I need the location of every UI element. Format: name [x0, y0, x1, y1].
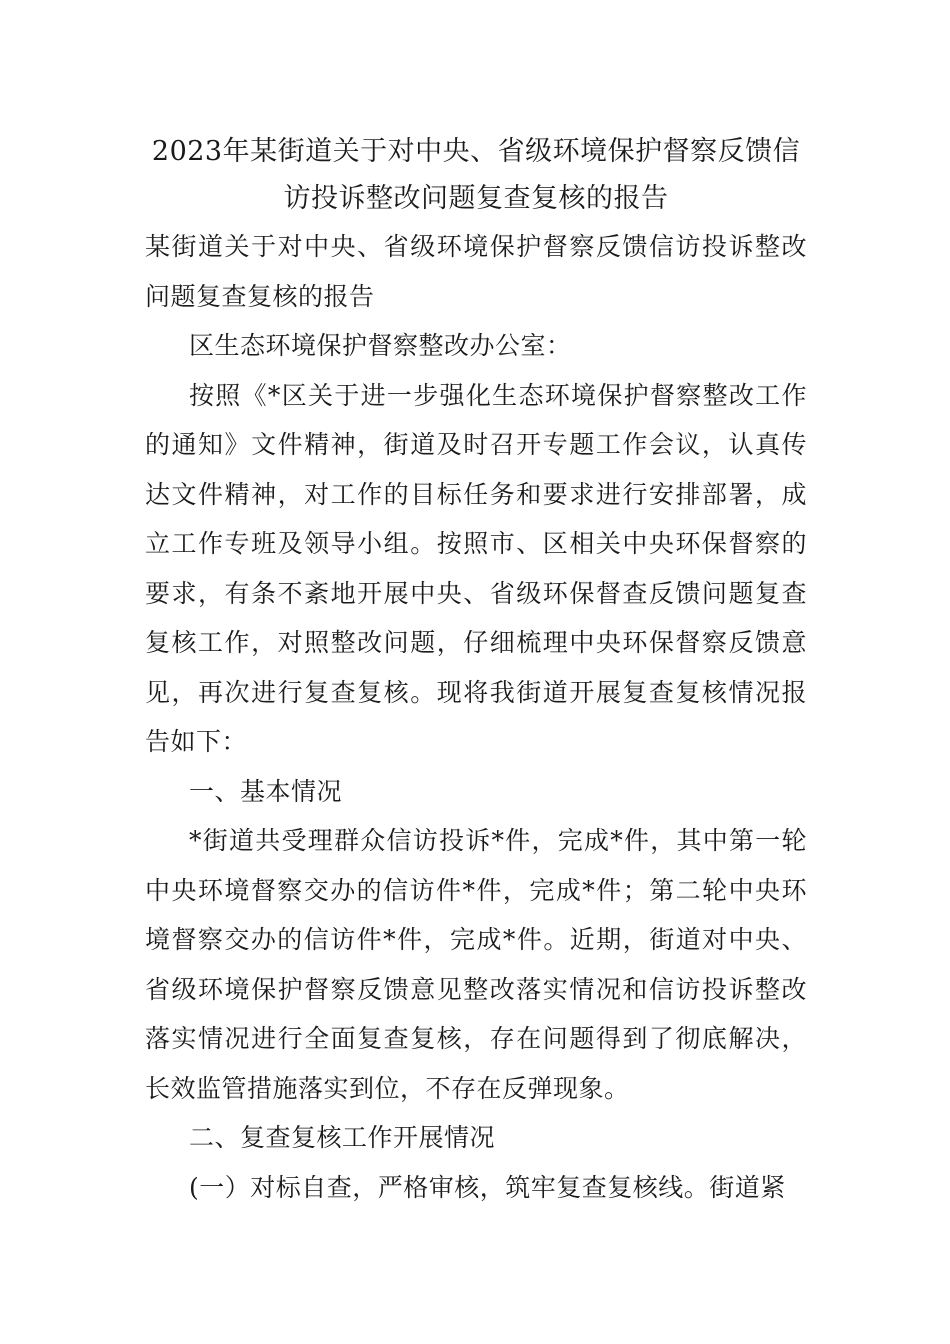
section2-item1: (一）对标自查，严格审核，筑牢复查复核线。街道紧 [189, 1172, 786, 1202]
section1-body: *街道共受理群众信访投诉*件，完成*件，其中第一轮中央环境督察交办的信访件*件，完成*件；第二轮中央环境督察交办的信访件*件，完成*件。近期，街道对中央、省级环境保护督察反馈意见整改落实情况和信访投诉整改落实情况进行全面复查复核，存在问题得到了彻底解决，长效监管措施落实到位，不存在反弹现象。 [145, 826, 807, 1103]
document-title: 2023年某街道关于对中央、省级环境保护督察反馈信访投诉整改问题复查复核的报告 [151, 136, 801, 214]
document-page [145, 128, 807, 1212]
document-subtitle: 某街道关于对中央、省级环境保护督察反馈信访投诉整改问题复查复核的报告 [145, 232, 807, 311]
intro-paragraph: 按照《*区关于进一步强化生态环境保护督察整改工作的通知》文件精神，街道及时召开专题工作会议，认真传达文件精神，对工作的目标任务和要求进行安排部署，成立工作专班及领导小组。按照市、区相关中央环保督察的要求，有条不紊地开展中央、省级环保督查反馈问题复查复核工作，对照整改问题，仔细梳理中央环保督察反馈意见，再次进行复查复核。现将我街道开展复查复核情况报告如下： [145, 380, 807, 756]
salutation: 区生态环境保护督察整改办公室： [189, 331, 572, 360]
section2-heading: 二、复查复核工作开展情况 [189, 1123, 496, 1152]
section1-heading: 一、基本情况 [189, 776, 343, 806]
